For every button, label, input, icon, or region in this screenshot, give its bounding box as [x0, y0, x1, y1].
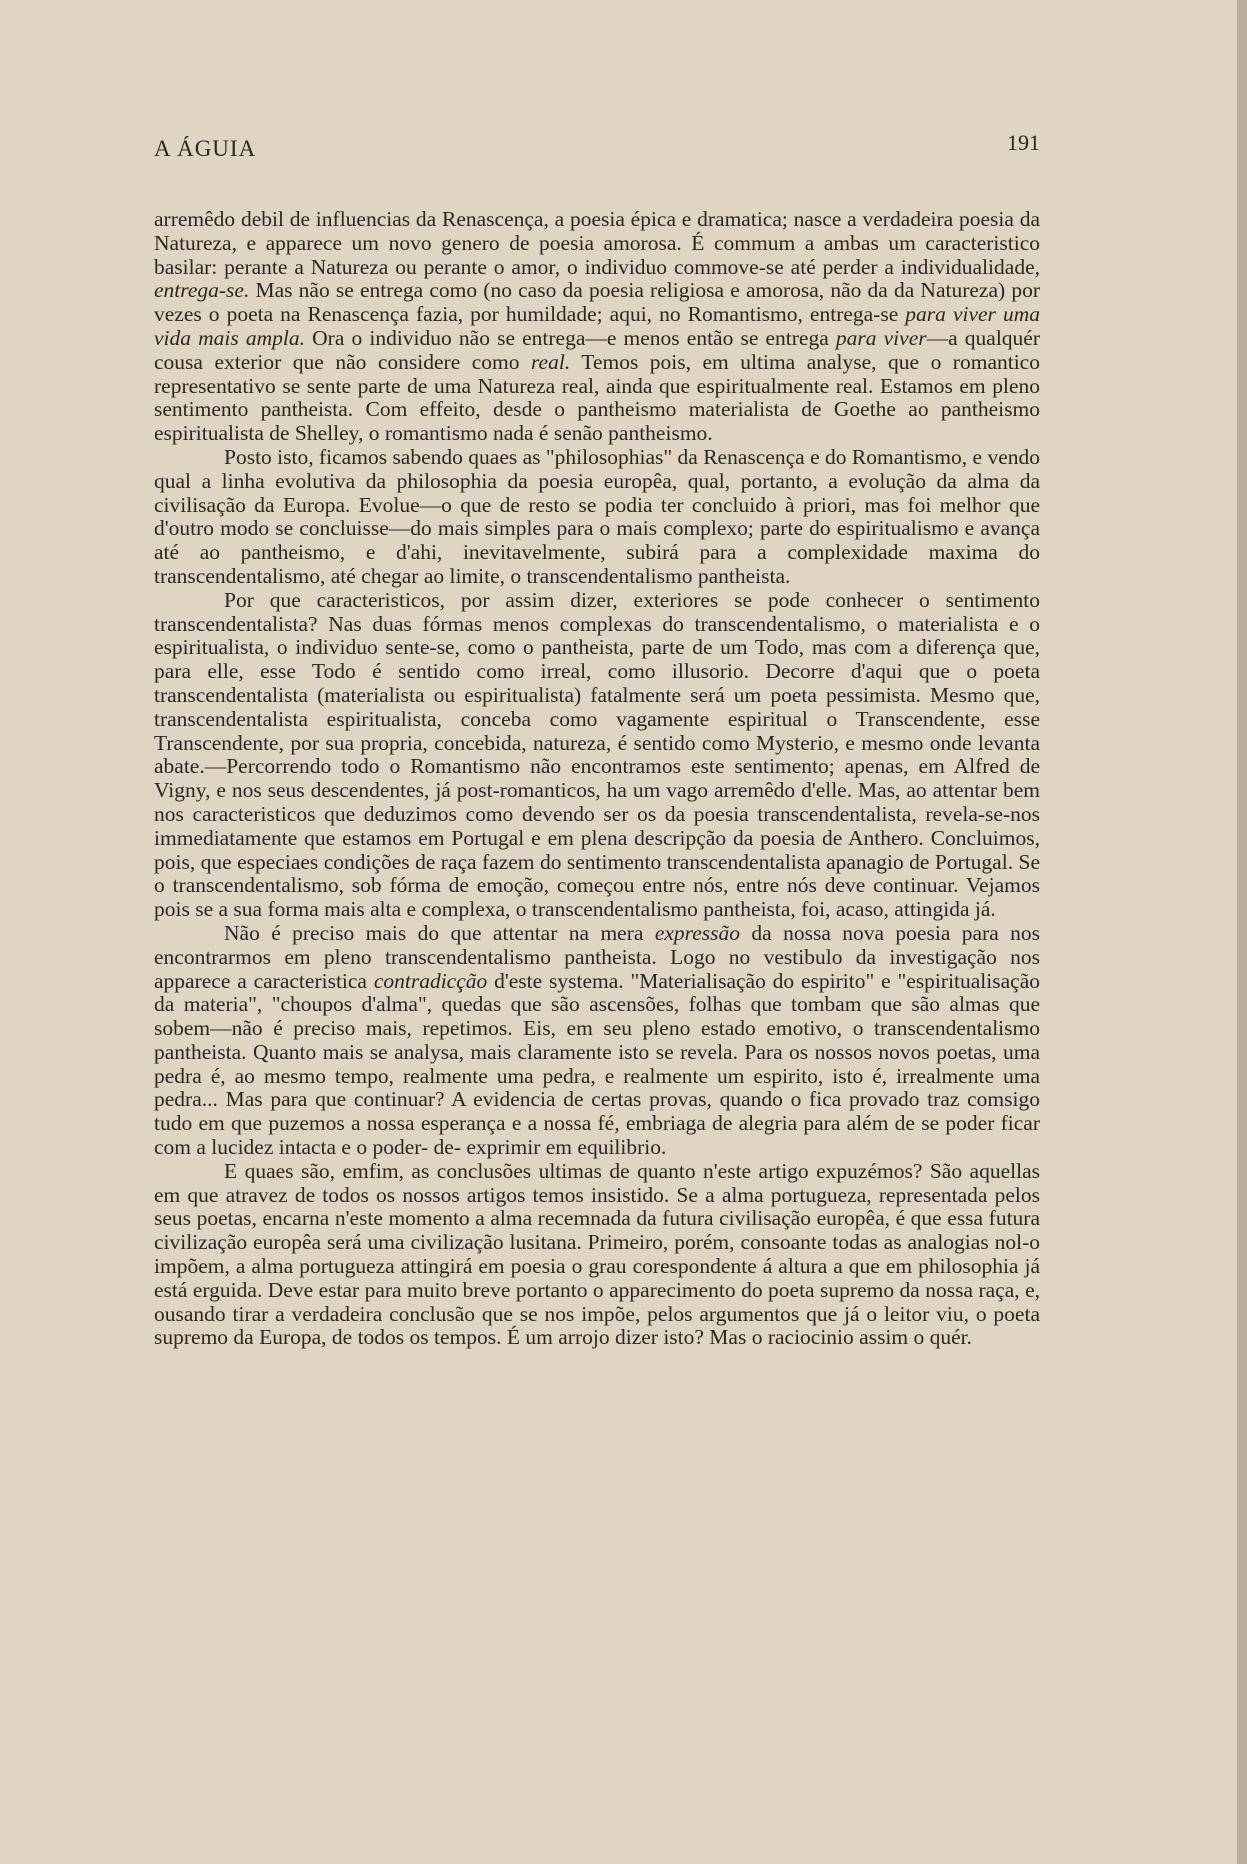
text-segment: Posto isto, ficamos sabendo quaes as "philosophias" da Renascença e do Romantismo, e vendo qual a linha evolutiva da philosophia da poesia europêa, qual, portanto, a evolução da alma da civilisação da Europa. Evolue—o que de resto se podia ter concluido à priori, mas foi melhor que d'outro modo se concluisse—do mais simples para o mais complexo; parte do espiritualismo e avança até ao pantheismo, e d'ahi, inevitavelmente, subirá para a complexidade maxima do transcendentalismo, até chegar ao limite, o transcendentalismo pantheista. — [154, 444, 1040, 588]
paragraph — [154, 446, 1040, 589]
emphasis-text: contradicção — [373, 968, 488, 993]
text-segment: Ora o individuo não se entrega—e menos então se entrega — [305, 325, 836, 350]
text-segment: Por que caracteristicos, por assim dizer, exteriores se pode conhecer o sentimento transcendentalista? Nas duas fórmas menos complexas do transcendentalismo, o materialista e o espiritualista, o individuo sente-se, como o pantheista, parte de um Todo, mas com a diferença que, para elle, esse Todo é sentido como irreal, como illusorio. Decorre d'aqui que o poeta transcendentalista (materialista ou espiritualista) fatalmente será um poeta pessimista. Mesmo que, transcendentalista espiritualista, conceba como vagamente espiritual o Transcendente, esse Transcendente, por sua propria, concebida, natureza, é sentido como Mysterio, e mesmo onde levanta abate.—Percorrendo todo o Romantismo não encontramos este sentimento; apenas, em Alfred de Vigny, e nos seus descendentes, já post-romanticos, ha um vago arremêdo d'elle. Mas, ao attentar bem nos caracteristicos que deduzimos como devendo ser os da poesia transcendentalista, revela-se-nos immediatamente que estamos em Portugal e em plena descripção da poesia de Anthero. Concluimos, pois, que especiaes condições de raça fazem do sentimento transcendentalista apanagio de Portugal. Se o transcendentalismo, sob fórma de emoção, começou entre nós, entre nós deve continuar. Vejamos pois se a sua forma mais alta e complexa, o transcendentalismo pantheista, foi, acaso, attingida já. — [154, 587, 1040, 922]
emphasis-text: entrega-se. — [154, 278, 250, 303]
emphasis-text: expressão — [654, 920, 741, 945]
text-segment: Mas não se entrega como (no caso da poesia religiosa e amorosa, não da da Natureza) por vezes o poeta na Renascença fazia, por humildade; aqui, no Romantismo, entrega-se — [154, 278, 1040, 327]
text-segment: d'este systema. "Materialisação do espirito" e "espiritualisação da materia", "choupos d'alma", quedas que são ascensões, folhas que tombam que são almas que sobem—não é preciso mais, repetimos. Eis, em seu pleno estado emotivo, o transcendentalismo pantheista. Quanto mais se analysa, mais claramente isto se revela. Para os nossos novos poetas, uma pedra é, ao mesmo tempo, realmente uma pedra, e realmente um espirito, isto é, irrealmente uma pedra... Mas para que continuar? A evidencia de certas provas, quando o fica provado traz comsigo tudo em que puzemos a nossa esperança e a nossa fé, embriaga de alegria para além de se poder ficar com a lucidez intacta e o poder- de- exprimir em equilibrio. — [154, 968, 1040, 1160]
page-edge — [1237, 0, 1247, 1864]
page-header — [154, 130, 1040, 170]
emphasis-text: para viver uma vida mais ampla. — [154, 302, 1040, 350]
paragraph — [154, 208, 1040, 446]
running-title: A ÁGUIA — [154, 136, 257, 161]
page-number: 191 — [1007, 130, 1040, 155]
text-segment: —a qualquér cousa exterior que não considere como — [154, 325, 1040, 374]
paragraph — [154, 1160, 1040, 1350]
paragraph — [154, 589, 1040, 922]
article-body — [154, 208, 1040, 1350]
text-segment: Não é preciso mais do que attentar na mera — [224, 920, 655, 945]
emphasis-text: real. — [530, 349, 571, 374]
emphasis-text: para viver — [835, 325, 927, 350]
text-segment: da nossa nova poesia para nos encontrarmos em pleno transcendentalismo pantheista. Logo no vestibulo da investigação nos apparece a caracteristica — [154, 920, 1040, 993]
text-segment: Temos pois, em ultima analyse, que o romantico representativo se sente parte de uma Natureza real, ainda que espiritualmente real. Estamos em pleno sentimento pantheista. Com effeito, desde o pantheismo materialista de Goethe ao pantheismo espiritualista de Shelley, o romantismo nada é senão pantheismo. — [154, 349, 1040, 446]
text-segment: E quaes são, emfim, as conclusões ultimas de quanto n'este artigo expuzémos? São aquellas em que atravez de todos os nossos artigos temos insistido. Se a alma portugueza, representada pelos seus poetas, encarna n'este momento a alma recemnada da futura civilisação europêa, é que essa futura civilização europêa será uma civilização lusitana. Primeiro, porém, consoante todas as analogias nol-o impõem, a alma portugueza attingirá em poesia o grau corespondente á altura a que em philosophia já está erguida. Deve estar para muito breve portanto o apparecimento do poeta supremo da nossa raça, e, ousando tirar a verdadeira conclusão que se nos impõe, pelos argumentos que já o leitor viu, o poeta supremo da Europa, de todos os tempos. É um arrojo dizer isto? Mas o raciocinio assim o quér. — [154, 1158, 1040, 1350]
text-segment: arremêdo debil de influencias da Renascença, a poesia épica e dramatica; nasce a verdadeira poesia da Natureza, e apparece um novo genero de poesia amorosa. É commum a ambas um caracteristico basilar: perante a Natureza ou perante o amor, o individuo commove-se até perder a individualidade, — [154, 207, 1040, 279]
paragraph — [154, 922, 1040, 1160]
